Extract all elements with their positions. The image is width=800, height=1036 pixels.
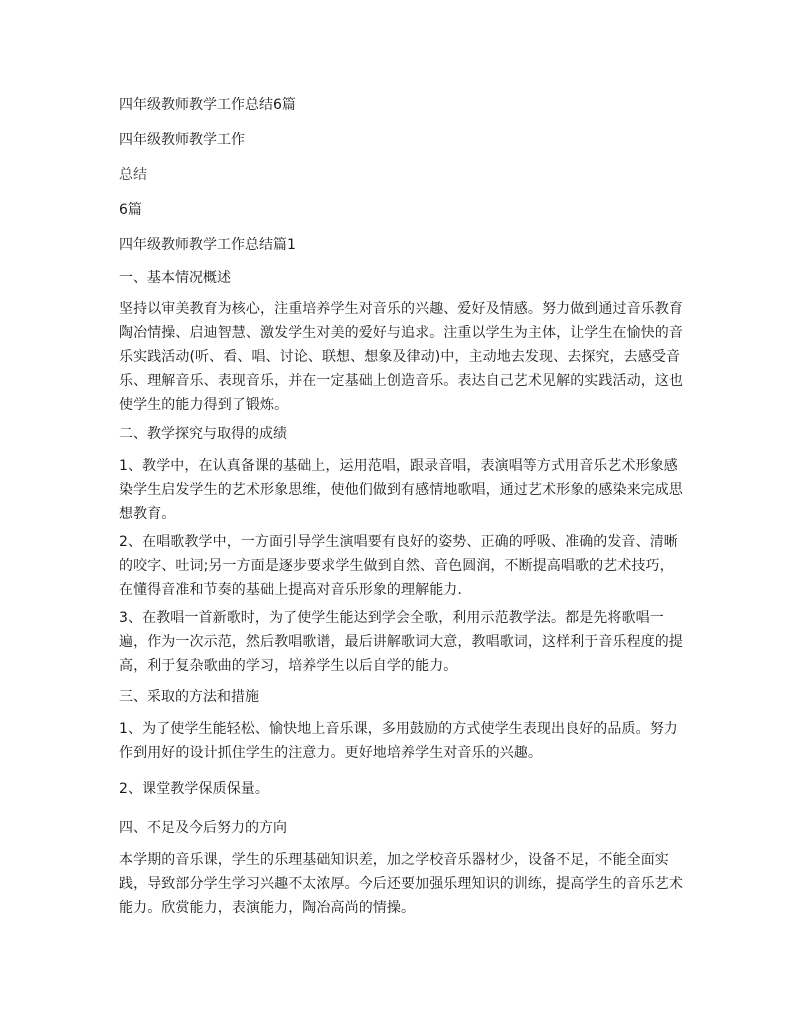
document-title: 四年级教师教学工作总结6篇 bbox=[119, 97, 296, 113]
section-heading-2: 二、教学探究与取得的成绩 bbox=[119, 426, 287, 442]
document-subtitle-c: 6篇 bbox=[119, 202, 142, 218]
section-3-paragraph-1: 1、为了使学生能轻松、愉快地上音乐课，多用鼓励的方式使学生表现出良好的品质。努力作到用好的设计抓住学生的注意力。更好地培养学生对音乐的兴趣。 bbox=[119, 721, 678, 761]
section-heading-3: 三、采取的方法和措施 bbox=[119, 689, 259, 705]
section-2-paragraph-2: 2、在唱歌教学中，一方面引导学生演唱要有良好的姿势、正确的呼吸、准确的发音、清晰的咬字、吐词;另一方面是逐步要求学生做到自然、音色圆润，不断提高唱歌的艺术技巧，在懂得音准和节奏的基础上提高对音乐形象的理解能力. bbox=[119, 534, 678, 598]
section-4-paragraph-1: 本学期的音乐课，学生的乐理基础知识差，加之学校音乐器材少，设备不足，不能全面实践，导致部分学生学习兴趣不太浓厚。今后还要加强乐理知识的训练，提高学生的音乐艺术能力。欣赏能力，表演能力，陶冶高尚的情操。 bbox=[119, 852, 683, 916]
section-heading-1: 一、基本情况概述 bbox=[119, 270, 231, 286]
document-subtitle-b: 总结 bbox=[119, 167, 147, 183]
section-1-paragraph-1: 坚持以审美教育为核心，注重培养学生对音乐的兴趣、爱好及情感。努力做到通过音乐教育陶冶情操、启迪智慧、激发学生对美的爱好与追求。注重以学生为主体，让学生在愉快的音乐实践活动(听、看、唱、讨论、联想、想象及律动)中，主动地去发现、去探究，去感受音乐、理解音乐、表现音乐，并在一定基础上创造音乐。表达自己艺术见解的实践活动，这也使学生的能力得到了锻炼。 bbox=[119, 301, 683, 413]
section-2-paragraph-1: 1、教学中，在认真备课的基础上，运用范唱，跟录音唱，表演唱等方式用音乐艺术形象感染学生启发学生的艺术形象思维，使他们做到有感情地歌唱，通过艺术形象的感染来完成思想教育。 bbox=[119, 458, 683, 522]
article-title: 四年级教师教学工作总结篇1 bbox=[119, 237, 296, 253]
section-heading-4: 四、不足及今后努力的方向 bbox=[119, 820, 287, 836]
section-2-paragraph-3: 3、在教唱一首新歌时，为了使学生能达到学会全歌，利用示范教学法。都是先将歌唱一遍，作为一次示范，然后教唱歌谱，最后讲解歌词大意，教唱歌词，这样利于音乐程度的提高，利于复杂歌曲的学习，培养学生以后自学的能力。 bbox=[119, 610, 683, 674]
section-3-paragraph-2: 2、课堂教学保质保量。 bbox=[119, 781, 270, 797]
document-subtitle-a: 四年级教师教学工作 bbox=[119, 132, 245, 148]
